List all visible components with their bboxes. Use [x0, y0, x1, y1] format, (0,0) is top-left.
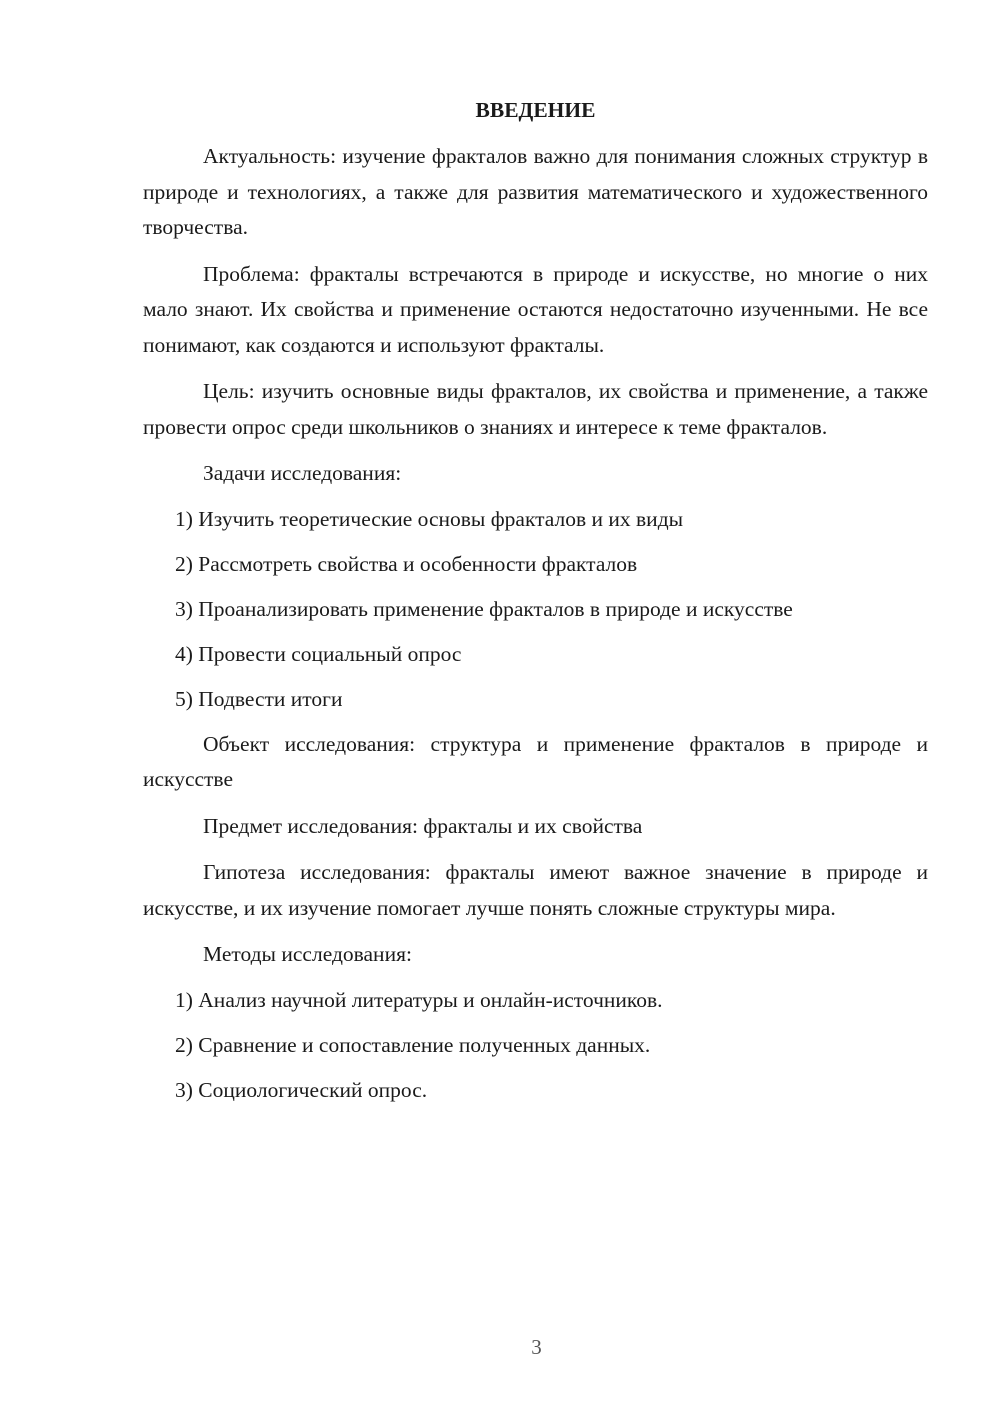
methods-list	[143, 983, 928, 1108]
page-number: 3	[531, 1335, 542, 1359]
goal-paragraph: Цель: изучить основные виды фракталов, их свойства и применение, а также провести опрос среди школьников о знаниях и интересе к теме фракталов.	[143, 379, 928, 439]
section-title: ВВЕДЕНИЕ	[475, 98, 596, 122]
hypothesis-paragraph: Гипотеза исследования: фракталы имеют важное значение в природе и искусстве, и их изучение помогает лучше понять сложные структуры мира.	[143, 860, 928, 920]
list-item: 5) Подвести итоги	[175, 686, 343, 711]
subject-paragraph: Предмет исследования: фракталы и их свойства	[203, 813, 643, 838]
relevance-paragraph: Актуальность: изучение фракталов важно для понимания сложных структур в природе и технологиях, а также для развития математического и художественного творчества.	[143, 144, 928, 239]
problem-paragraph: Проблема: фракталы встречаются в природе и искусстве, но многие о них мало знают. Их свойства и применение остаются недостаточно изученными. Не все понимают, как создаются и используют фракталы.	[143, 261, 928, 357]
page-content	[143, 95, 928, 1118]
list-item: 1) Анализ научной литературы и онлайн-источников.	[175, 987, 663, 1012]
list-item: 1) Изучить теоретические основы фракталов и их виды	[175, 506, 684, 531]
methods-heading: Методы исследования:	[203, 942, 412, 966]
list-item: 4) Провести социальный опрос	[175, 641, 462, 666]
list-item: 2) Сравнение и сопоставление полученных данных.	[175, 1032, 651, 1057]
list-item: 3) Проанализировать применение фракталов в природе и искусстве	[175, 596, 793, 621]
tasks-list	[143, 502, 928, 717]
list-item: 2) Рассмотреть свойства и особенности фракталов	[175, 551, 638, 576]
list-item: 3) Социологический опрос.	[175, 1077, 428, 1102]
tasks-heading: Задачи исследования:	[203, 461, 402, 485]
object-paragraph: Объект исследования: структура и применение фракталов в природе и искусстве	[143, 731, 928, 791]
